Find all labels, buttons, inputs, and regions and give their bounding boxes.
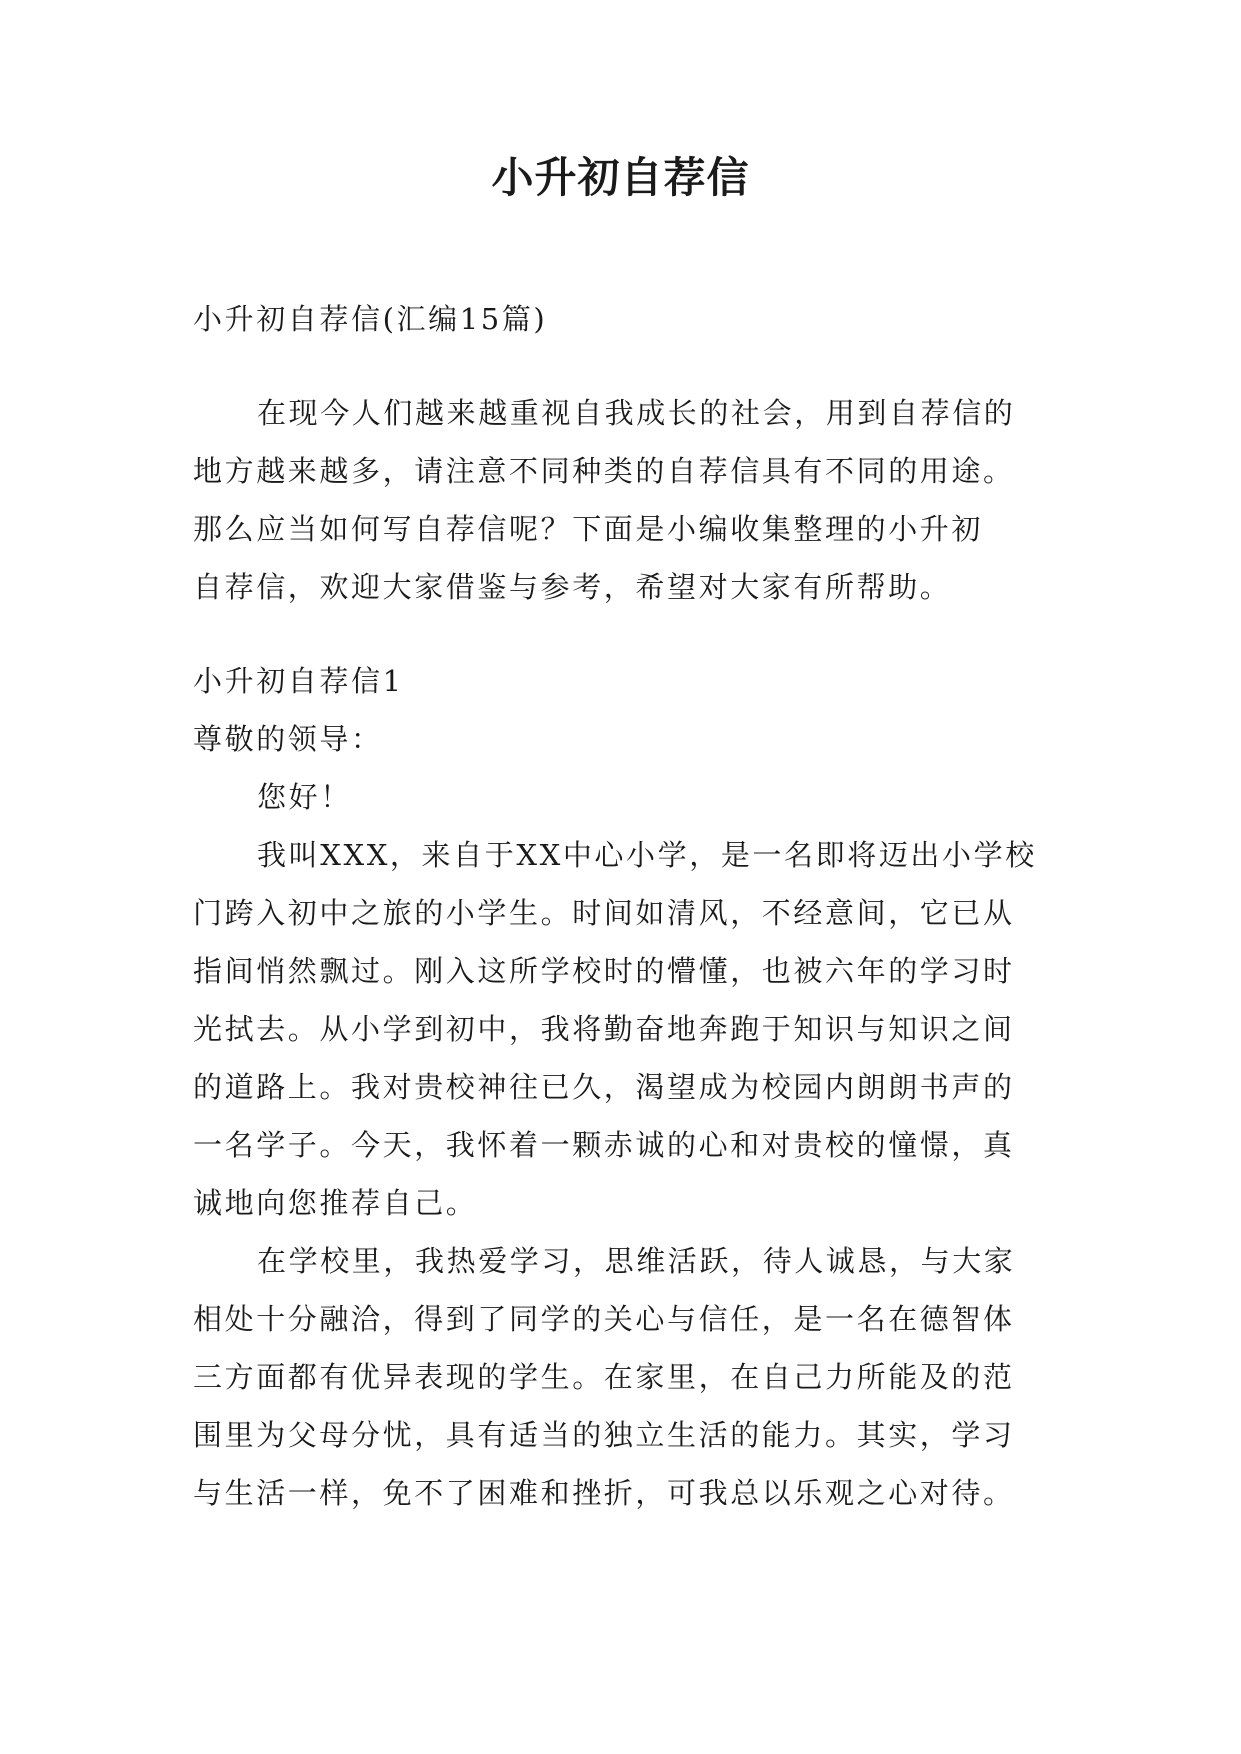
paragraph-line: 与生活一样，免不了困难和挫折，可我总以乐观之心对待。 [193, 1476, 1015, 1510]
paragraph-gap [193, 348, 1073, 384]
intro-line: 自荐信，欢迎大家借鉴与参考，希望对大家有所帮助。 [193, 570, 952, 604]
paragraph-line: 的道路上。我对贵校神往已久，渴望成为校园内朗朗书声的 [193, 1070, 1015, 1104]
paragraph-line: 三方面都有优异表现的学生。在家里，在自己力所能及的范 [193, 1360, 1015, 1394]
document-subtitle: 小升初自荐信(汇编15篇) [193, 302, 548, 336]
paragraph-line: 一名学子。今天，我怀着一颗赤诚的心和对贵校的憧憬，真 [193, 1128, 1015, 1162]
paragraph-line: 我叫XXX，来自于XX中心小学，是一名即将迈出小学校 [257, 838, 1037, 872]
paragraph-line: 门跨入初中之旅的小学生。时间如清风，不经意间，它已从 [193, 896, 1015, 930]
body-paragraph-1 [193, 826, 1073, 1232]
intro-paragraph [193, 384, 1073, 616]
paragraph-line: 诚地向您推荐自己。 [193, 1186, 478, 1220]
document-title: 小升初自荐信 [491, 153, 750, 202]
paragraph-gap [193, 616, 1073, 652]
intro-line: 在现今人们越来越重视自我成长的社会，用到自荐信的 [257, 396, 1016, 430]
intro-line: 地方越来越多，请注意不同种类的自荐信具有不同的用途。 [193, 454, 1015, 488]
body-paragraph-2 [193, 1232, 1073, 1522]
paragraph-line: 光拭去。从小学到初中，我将勤奋地奔跑于知识与知识之间 [193, 1012, 1015, 1046]
document-body [193, 290, 1073, 1522]
paragraph-line: 指间悄然飘过。刚入这所学校时的懵懂，也被六年的学习时 [193, 954, 1015, 988]
paragraph-line: 在学校里，我热爱学习，思维活跃，待人诚恳，与大家 [257, 1244, 1016, 1278]
salutation: 尊敬的领导： [193, 722, 383, 756]
greeting: 您好！ [257, 780, 352, 814]
paragraph-line: 相处十分融洽，得到了同学的关心与信任，是一名在德智体 [193, 1302, 1015, 1336]
intro-line: 那么应当如何写自荐信呢？下面是小编收集整理的小升初 [193, 512, 984, 546]
section-heading: 小升初自荐信1 [193, 664, 404, 698]
paragraph-line: 围里为父母分忧，具有适当的独立生活的能力。其实，学习 [193, 1418, 1015, 1452]
